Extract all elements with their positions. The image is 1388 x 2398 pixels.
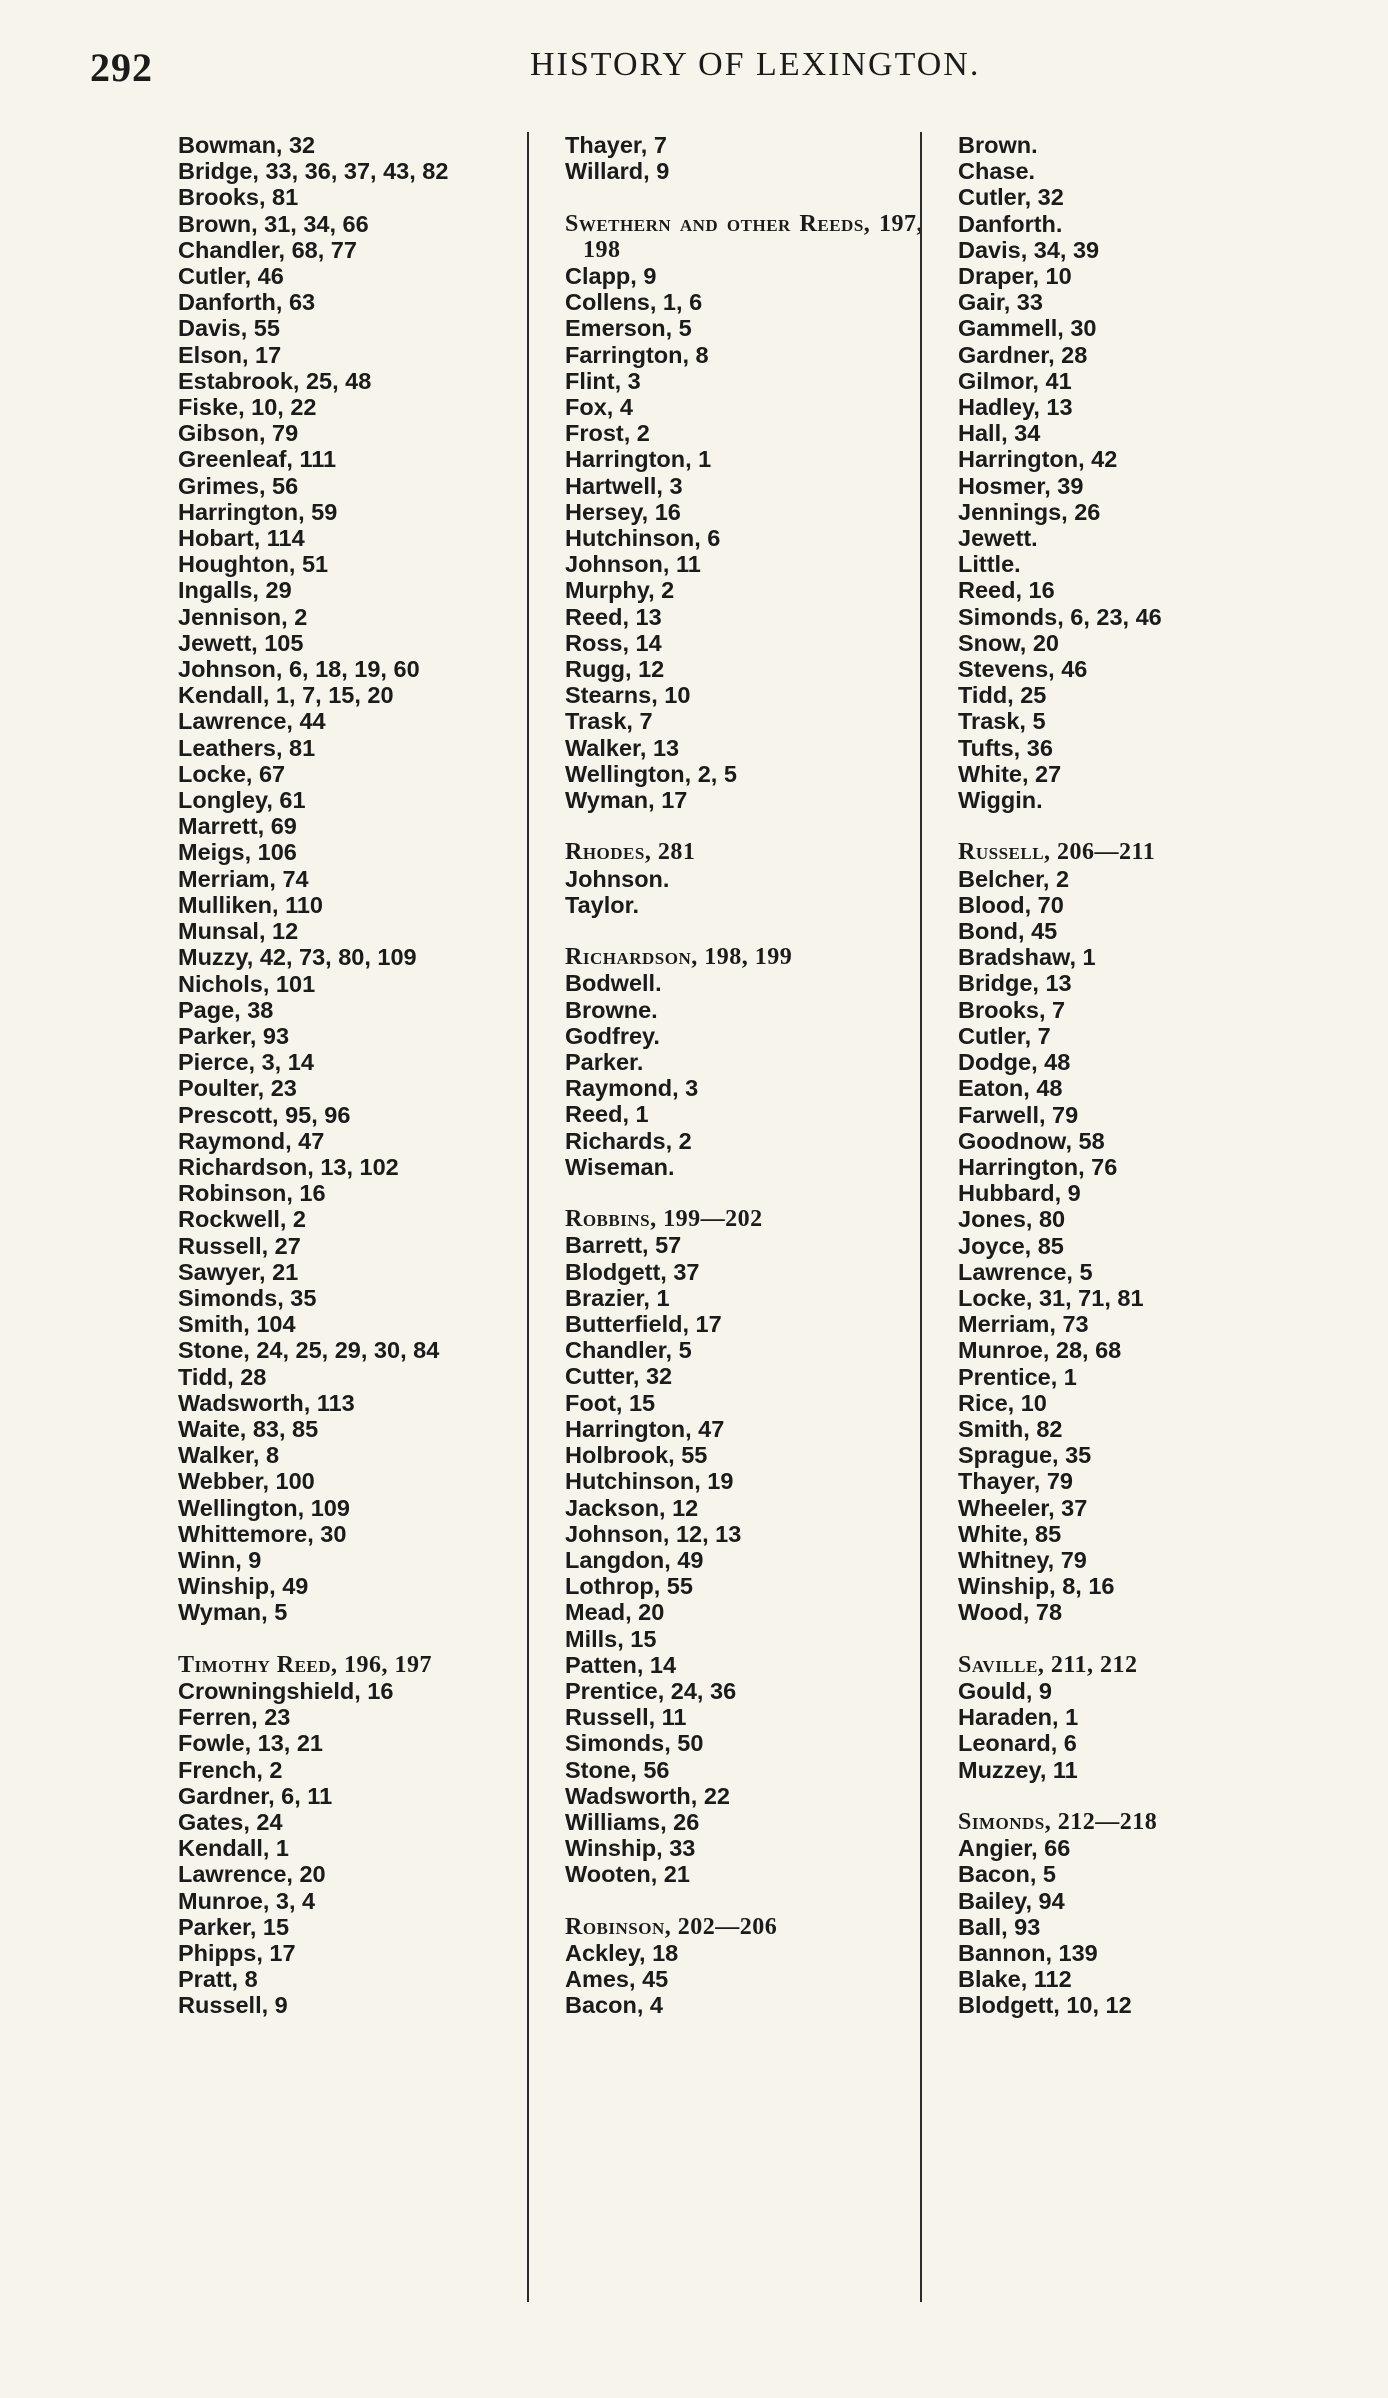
section-heading: Saville, 211, 212 bbox=[958, 1651, 1138, 1678]
index-entry: Ferren, 23 bbox=[178, 1704, 291, 1731]
index-entry: Gould, 9 bbox=[958, 1677, 1052, 1704]
index-entry: Gates, 24 bbox=[178, 1808, 283, 1835]
index-entry: Browne. bbox=[565, 996, 658, 1023]
index-entry: Walker, 13 bbox=[565, 734, 680, 761]
index-entry: Smith, 104 bbox=[178, 1311, 296, 1338]
page-header bbox=[90, 44, 1310, 96]
index-entry: Cutler, 32 bbox=[958, 184, 1064, 211]
section-heading: Robinson, 202—206 bbox=[565, 1913, 778, 1940]
index-entry: Poulter, 23 bbox=[178, 1075, 297, 1102]
page-number: 292 bbox=[90, 45, 153, 90]
index-entry: Munroe, 28, 68 bbox=[958, 1337, 1122, 1364]
index-entry: Tidd, 25 bbox=[958, 682, 1047, 709]
index-entry: Wood, 78 bbox=[958, 1599, 1063, 1626]
index-section bbox=[565, 1914, 910, 2019]
index-entry: Haraden, 1 bbox=[958, 1704, 1079, 1731]
index-entry: Cutler, 46 bbox=[178, 263, 284, 290]
index-entry: Eaton, 48 bbox=[958, 1075, 1063, 1102]
index-entry: Johnson, 12, 13 bbox=[565, 1520, 742, 1547]
index-entry: Estabrook, 25, 48 bbox=[178, 367, 372, 394]
index-entry: Gibson, 79 bbox=[178, 420, 299, 447]
index-entry: Jones, 80 bbox=[958, 1206, 1066, 1233]
index-entry: Whitney, 79 bbox=[958, 1546, 1087, 1573]
index-entry: Fiske, 10, 22 bbox=[178, 394, 317, 421]
index-entry: Hosmer, 39 bbox=[958, 472, 1084, 499]
index-entry: Merriam, 74 bbox=[178, 865, 309, 892]
index-entry: Murphy, 2 bbox=[565, 577, 675, 604]
index-entry: Hersey, 16 bbox=[565, 498, 681, 525]
index-entry: Gammell, 30 bbox=[958, 315, 1097, 342]
index-entry: Tidd, 28 bbox=[178, 1363, 267, 1390]
index-entry: Blodgett, 37 bbox=[565, 1258, 700, 1285]
index-entry: Butterfield, 17 bbox=[565, 1311, 722, 1338]
index-entry: Lothrop, 55 bbox=[565, 1573, 693, 1600]
index-entry: French, 2 bbox=[178, 1756, 283, 1783]
index-entry: Kendall, 1 bbox=[178, 1835, 290, 1862]
section-heading: Russell, 206—211 bbox=[958, 839, 1156, 866]
index-entry: Webber, 100 bbox=[178, 1468, 315, 1495]
index-entry: White, 27 bbox=[958, 760, 1062, 787]
index-entry: Gilmor, 41 bbox=[958, 367, 1072, 394]
index-entry: Taylor. bbox=[565, 891, 640, 918]
index-entry: Page, 38 bbox=[178, 996, 274, 1023]
index-entry: Wiseman. bbox=[565, 1153, 675, 1180]
index-entry: Harrington, 42 bbox=[958, 446, 1118, 473]
index-entry: Williams, 26 bbox=[565, 1808, 700, 1835]
index-section bbox=[178, 132, 518, 1626]
index-entry: Locke, 67 bbox=[178, 760, 286, 787]
index-entry: Blood, 70 bbox=[958, 891, 1064, 918]
index-entry: Bannon, 139 bbox=[958, 1939, 1098, 1966]
index-entry: Winship, 8, 16 bbox=[958, 1573, 1115, 1600]
index-entry: Stearns, 10 bbox=[565, 682, 691, 709]
index-entry: Rugg, 12 bbox=[565, 656, 665, 683]
index-entry: Harrington, 1 bbox=[565, 446, 712, 473]
index-entry: Trask, 5 bbox=[958, 708, 1046, 735]
index-entry: Mulliken, 110 bbox=[178, 891, 323, 918]
index-entry: Wyman, 5 bbox=[178, 1599, 288, 1626]
index-entry: Bowman, 32 bbox=[178, 132, 316, 158]
index-entry: Joyce, 85 bbox=[958, 1232, 1064, 1259]
index-entry: Jennings, 26 bbox=[958, 498, 1101, 525]
index-entry: Wooten, 21 bbox=[565, 1861, 690, 1888]
index-section bbox=[958, 1809, 1318, 2019]
index-entry: Merriam, 73 bbox=[958, 1311, 1089, 1338]
index-entry: Simonds, 35 bbox=[178, 1284, 317, 1311]
index-entry: Wellington, 109 bbox=[178, 1494, 350, 1521]
index-entry: Wheeler, 37 bbox=[958, 1494, 1088, 1521]
index-entry: Angier, 66 bbox=[958, 1835, 1071, 1862]
index-entry: Simonds, 50 bbox=[565, 1730, 704, 1757]
index-entry: Marrett, 69 bbox=[178, 813, 297, 840]
index-entry: Chase. bbox=[958, 158, 1036, 185]
index-entry: Ball, 93 bbox=[958, 1913, 1041, 1940]
index-entry: Gardner, 6, 11 bbox=[178, 1782, 333, 1809]
index-column-2 bbox=[565, 132, 923, 2045]
index-entry: Tufts, 36 bbox=[958, 734, 1053, 761]
running-title: HISTORY OF LEXINGTON. bbox=[530, 46, 981, 83]
index-section bbox=[565, 132, 910, 184]
index-entry: Johnson. bbox=[565, 865, 670, 892]
index-entry: Pratt, 8 bbox=[178, 1966, 258, 1993]
index-entry: Houghton, 51 bbox=[178, 551, 329, 578]
index-section bbox=[565, 839, 910, 918]
index-entry: Rockwell, 2 bbox=[178, 1206, 306, 1233]
index-entry: Brown, 31, 34, 66 bbox=[178, 210, 369, 237]
index-entry: Crowningshield, 16 bbox=[178, 1677, 394, 1704]
index-entry: Richardson, 13, 102 bbox=[178, 1153, 399, 1180]
index-entry: Johnson, 6, 18, 19, 60 bbox=[178, 656, 420, 683]
index-entry: Chandler, 5 bbox=[565, 1337, 692, 1364]
index-entry: Elson, 17 bbox=[178, 341, 282, 368]
index-section bbox=[958, 839, 1318, 1625]
index-entry: Cutter, 32 bbox=[565, 1363, 673, 1390]
index-entry: Collens, 1, 6 bbox=[565, 289, 703, 316]
index-entry: Danforth. bbox=[958, 210, 1063, 237]
index-entry: Cutler, 7 bbox=[958, 1022, 1051, 1049]
index-entry: Nichols, 101 bbox=[178, 970, 316, 997]
index-entry: Parker. bbox=[565, 1049, 644, 1076]
index-entry: Frost, 2 bbox=[565, 420, 650, 447]
index-entry: Prentice, 1 bbox=[958, 1363, 1077, 1390]
index-entry: Hadley, 13 bbox=[958, 394, 1073, 421]
column-divider bbox=[527, 132, 529, 2302]
index-entry: Munroe, 3, 4 bbox=[178, 1887, 316, 1914]
index-entry: Sawyer, 21 bbox=[178, 1258, 299, 1285]
index-entry: Wadsworth, 113 bbox=[178, 1389, 355, 1416]
index-entry: Pierce, 3, 14 bbox=[178, 1049, 314, 1076]
index-entry: Ackley, 18 bbox=[565, 1939, 679, 1966]
index-entry: Langdon, 49 bbox=[565, 1546, 704, 1573]
index-entry: Dodge, 48 bbox=[958, 1049, 1071, 1076]
index-entry: Stevens, 46 bbox=[958, 656, 1088, 683]
index-entry: Gair, 33 bbox=[958, 289, 1043, 316]
index-entry: Parker, 93 bbox=[178, 1022, 290, 1049]
index-entry: Bond, 45 bbox=[958, 918, 1058, 945]
index-entry: Fowle, 13, 21 bbox=[178, 1730, 323, 1757]
index-entry: Goodnow, 58 bbox=[958, 1127, 1105, 1154]
index-entry: Danforth, 63 bbox=[178, 289, 316, 316]
index-entry: Reed, 13 bbox=[565, 603, 662, 630]
index-entry: Parker, 15 bbox=[178, 1913, 290, 1940]
index-entry: Ross, 14 bbox=[565, 629, 662, 656]
index-entry: Jewett. bbox=[958, 525, 1038, 552]
index-entry: Bridge, 13 bbox=[958, 970, 1072, 997]
index-entry: Winship, 33 bbox=[565, 1835, 696, 1862]
index-entry: Thayer, 7 bbox=[565, 132, 667, 158]
index-entry: Phipps, 17 bbox=[178, 1940, 296, 1966]
index-entry: Brooks, 7 bbox=[958, 996, 1066, 1023]
index-entry: Belcher, 2 bbox=[958, 865, 1070, 892]
section-heading: Timothy Reed, 196, 197 bbox=[178, 1651, 433, 1678]
index-entry: Lawrence, 5 bbox=[958, 1258, 1093, 1285]
index-entry: Brooks, 81 bbox=[178, 184, 299, 211]
index-entry: Wyman, 17 bbox=[565, 787, 688, 814]
index-entry: Harrington, 59 bbox=[178, 498, 338, 525]
index-entry: Trask, 7 bbox=[565, 708, 653, 735]
index-entry: Ames, 45 bbox=[565, 1966, 669, 1993]
index-entry: Clapp, 9 bbox=[565, 263, 657, 289]
index-entry: Farrington, 8 bbox=[565, 341, 709, 368]
index-entry: Jackson, 12 bbox=[565, 1494, 699, 1521]
index-entry: Grimes, 56 bbox=[178, 472, 299, 499]
index-entry: Meigs, 106 bbox=[178, 839, 297, 866]
index-entry: Emerson, 5 bbox=[565, 315, 692, 342]
index-entry: Farwell, 79 bbox=[958, 1101, 1079, 1128]
index-entry: Raymond, 3 bbox=[565, 1075, 699, 1102]
section-heading: Swethern and other Reeds, 197, 198 bbox=[565, 210, 923, 263]
column-divider bbox=[920, 132, 922, 2302]
index-entry: Whittemore, 30 bbox=[178, 1520, 347, 1547]
index-entry: Bodwell. bbox=[565, 970, 662, 997]
index-entry: Muzzey, 11 bbox=[958, 1756, 1078, 1783]
index-entry: Johnson, 11 bbox=[565, 551, 701, 578]
index-section bbox=[565, 210, 923, 814]
index-entry: Greenleaf, 111 bbox=[178, 446, 337, 473]
index-entry: Bacon, 5 bbox=[958, 1861, 1056, 1888]
index-entry: Smith, 82 bbox=[958, 1415, 1063, 1442]
index-entry: Wellington, 2, 5 bbox=[565, 760, 737, 787]
index-entry: Jewett, 105 bbox=[178, 629, 304, 656]
index-entry: Brazier, 1 bbox=[565, 1284, 670, 1311]
section-heading: Simonds, 212—218 bbox=[958, 1808, 1158, 1835]
index-entry: Russell, 27 bbox=[178, 1232, 301, 1259]
index-entry: Reed, 1 bbox=[565, 1101, 649, 1128]
index-entry: Harrington, 76 bbox=[958, 1153, 1118, 1180]
index-entry: Hall, 34 bbox=[958, 420, 1041, 447]
index-entry: Wadsworth, 22 bbox=[565, 1782, 730, 1809]
section-heading: Richardson, 198, 199 bbox=[565, 944, 793, 971]
index-entry: Foot, 15 bbox=[565, 1389, 656, 1416]
index-entry: Leonard, 6 bbox=[958, 1730, 1077, 1757]
index-entry: Ingalls, 29 bbox=[178, 577, 292, 604]
index-entry: Davis, 34, 39 bbox=[958, 236, 1100, 263]
index-entry: Patten, 14 bbox=[565, 1651, 677, 1678]
index-section bbox=[565, 944, 910, 1180]
index-entry: Blake, 112 bbox=[958, 1966, 1072, 1993]
index-entry: Kendall, 1, 7, 15, 20 bbox=[178, 682, 394, 709]
index-entry: Davis, 55 bbox=[178, 315, 280, 342]
section-heading: Robbins, 199—202 bbox=[565, 1206, 763, 1233]
index-entry: Godfrey. bbox=[565, 1022, 660, 1049]
index-entry: Gardner, 28 bbox=[958, 341, 1088, 368]
index-entry: Mills, 15 bbox=[565, 1625, 657, 1652]
index-entry: Blodgett, 10, 12 bbox=[958, 1992, 1132, 2019]
index-entry: Chandler, 68, 77 bbox=[178, 236, 357, 263]
index-entry: Walker, 8 bbox=[178, 1442, 280, 1469]
index-entry: Barrett, 57 bbox=[565, 1232, 682, 1259]
index-entry: Little. bbox=[958, 551, 1021, 578]
index-entry: Hobart, 114 bbox=[178, 525, 305, 552]
index-entry: Mead, 20 bbox=[565, 1599, 665, 1626]
index-entry: Flint, 3 bbox=[565, 367, 641, 394]
index-entry: Sprague, 35 bbox=[958, 1442, 1092, 1469]
index-entry: Longley, 61 bbox=[178, 787, 306, 814]
index-entry: Thayer, 79 bbox=[958, 1468, 1073, 1495]
index-entry: Winship, 49 bbox=[178, 1573, 309, 1600]
index-entry: Hutchinson, 6 bbox=[565, 525, 721, 552]
index-entry: Harrington, 47 bbox=[565, 1415, 725, 1442]
index-entry: Bridge, 33, 36, 37, 43, 82 bbox=[178, 158, 449, 185]
index-entry: Stone, 56 bbox=[565, 1756, 670, 1783]
index-entry: Bacon, 4 bbox=[565, 1992, 663, 2019]
section-heading: Rhodes, 281 bbox=[565, 839, 696, 866]
index-entry: Winn, 9 bbox=[178, 1546, 262, 1573]
index-entry: Hubbard, 9 bbox=[958, 1180, 1081, 1207]
index-entry: Willard, 9 bbox=[565, 158, 670, 185]
index-entry: Rice, 10 bbox=[958, 1389, 1047, 1416]
index-section bbox=[958, 132, 1318, 813]
index-entry: Prentice, 24, 36 bbox=[565, 1677, 737, 1704]
index-entry: Reed, 16 bbox=[958, 577, 1055, 604]
index-entry: Russell, 11 bbox=[565, 1704, 687, 1731]
index-entry: White, 85 bbox=[958, 1520, 1062, 1547]
index-entry: Robinson, 16 bbox=[178, 1180, 326, 1207]
index-entry: Richards, 2 bbox=[565, 1127, 692, 1154]
index-entry: Hartwell, 3 bbox=[565, 472, 683, 499]
index-entry: Lawrence, 20 bbox=[178, 1861, 326, 1888]
index-entry: Bailey, 94 bbox=[958, 1887, 1065, 1914]
index-entry: Leathers, 81 bbox=[178, 734, 316, 761]
index-entry: Draper, 10 bbox=[958, 263, 1072, 290]
index-section bbox=[958, 1652, 1318, 1783]
index-entry: Jennison, 2 bbox=[178, 603, 308, 630]
index-entry: Holbrook, 55 bbox=[565, 1442, 708, 1469]
index-entry: Muzzy, 42, 73, 80, 109 bbox=[178, 944, 417, 971]
index-section bbox=[565, 1206, 910, 1887]
index-entry: Hutchinson, 19 bbox=[565, 1468, 734, 1495]
index-entry: Waite, 83, 85 bbox=[178, 1415, 319, 1442]
index-entry: Lawrence, 44 bbox=[178, 708, 326, 735]
index-column-3 bbox=[958, 132, 1318, 2045]
index-column-1 bbox=[178, 132, 518, 2045]
index-entry: Brown. bbox=[958, 132, 1038, 158]
index-section bbox=[178, 1652, 518, 2019]
index-entry: Snow, 20 bbox=[958, 629, 1059, 656]
index-entry: Fox, 4 bbox=[565, 394, 633, 421]
index-entry: Bradshaw, 1 bbox=[958, 944, 1096, 971]
index-entry: Russell, 9 bbox=[178, 1992, 288, 2019]
index-entry: Raymond, 47 bbox=[178, 1127, 325, 1154]
index-entry: Simonds, 6, 23, 46 bbox=[958, 603, 1162, 630]
index-entry: Prescott, 95, 96 bbox=[178, 1101, 351, 1128]
index-entry: Wiggin. bbox=[958, 787, 1043, 814]
index-entry: Locke, 31, 71, 81 bbox=[958, 1284, 1144, 1311]
index-entry: Munsal, 12 bbox=[178, 918, 299, 945]
index-entry: Stone, 24, 25, 29, 30, 84 bbox=[178, 1337, 440, 1364]
